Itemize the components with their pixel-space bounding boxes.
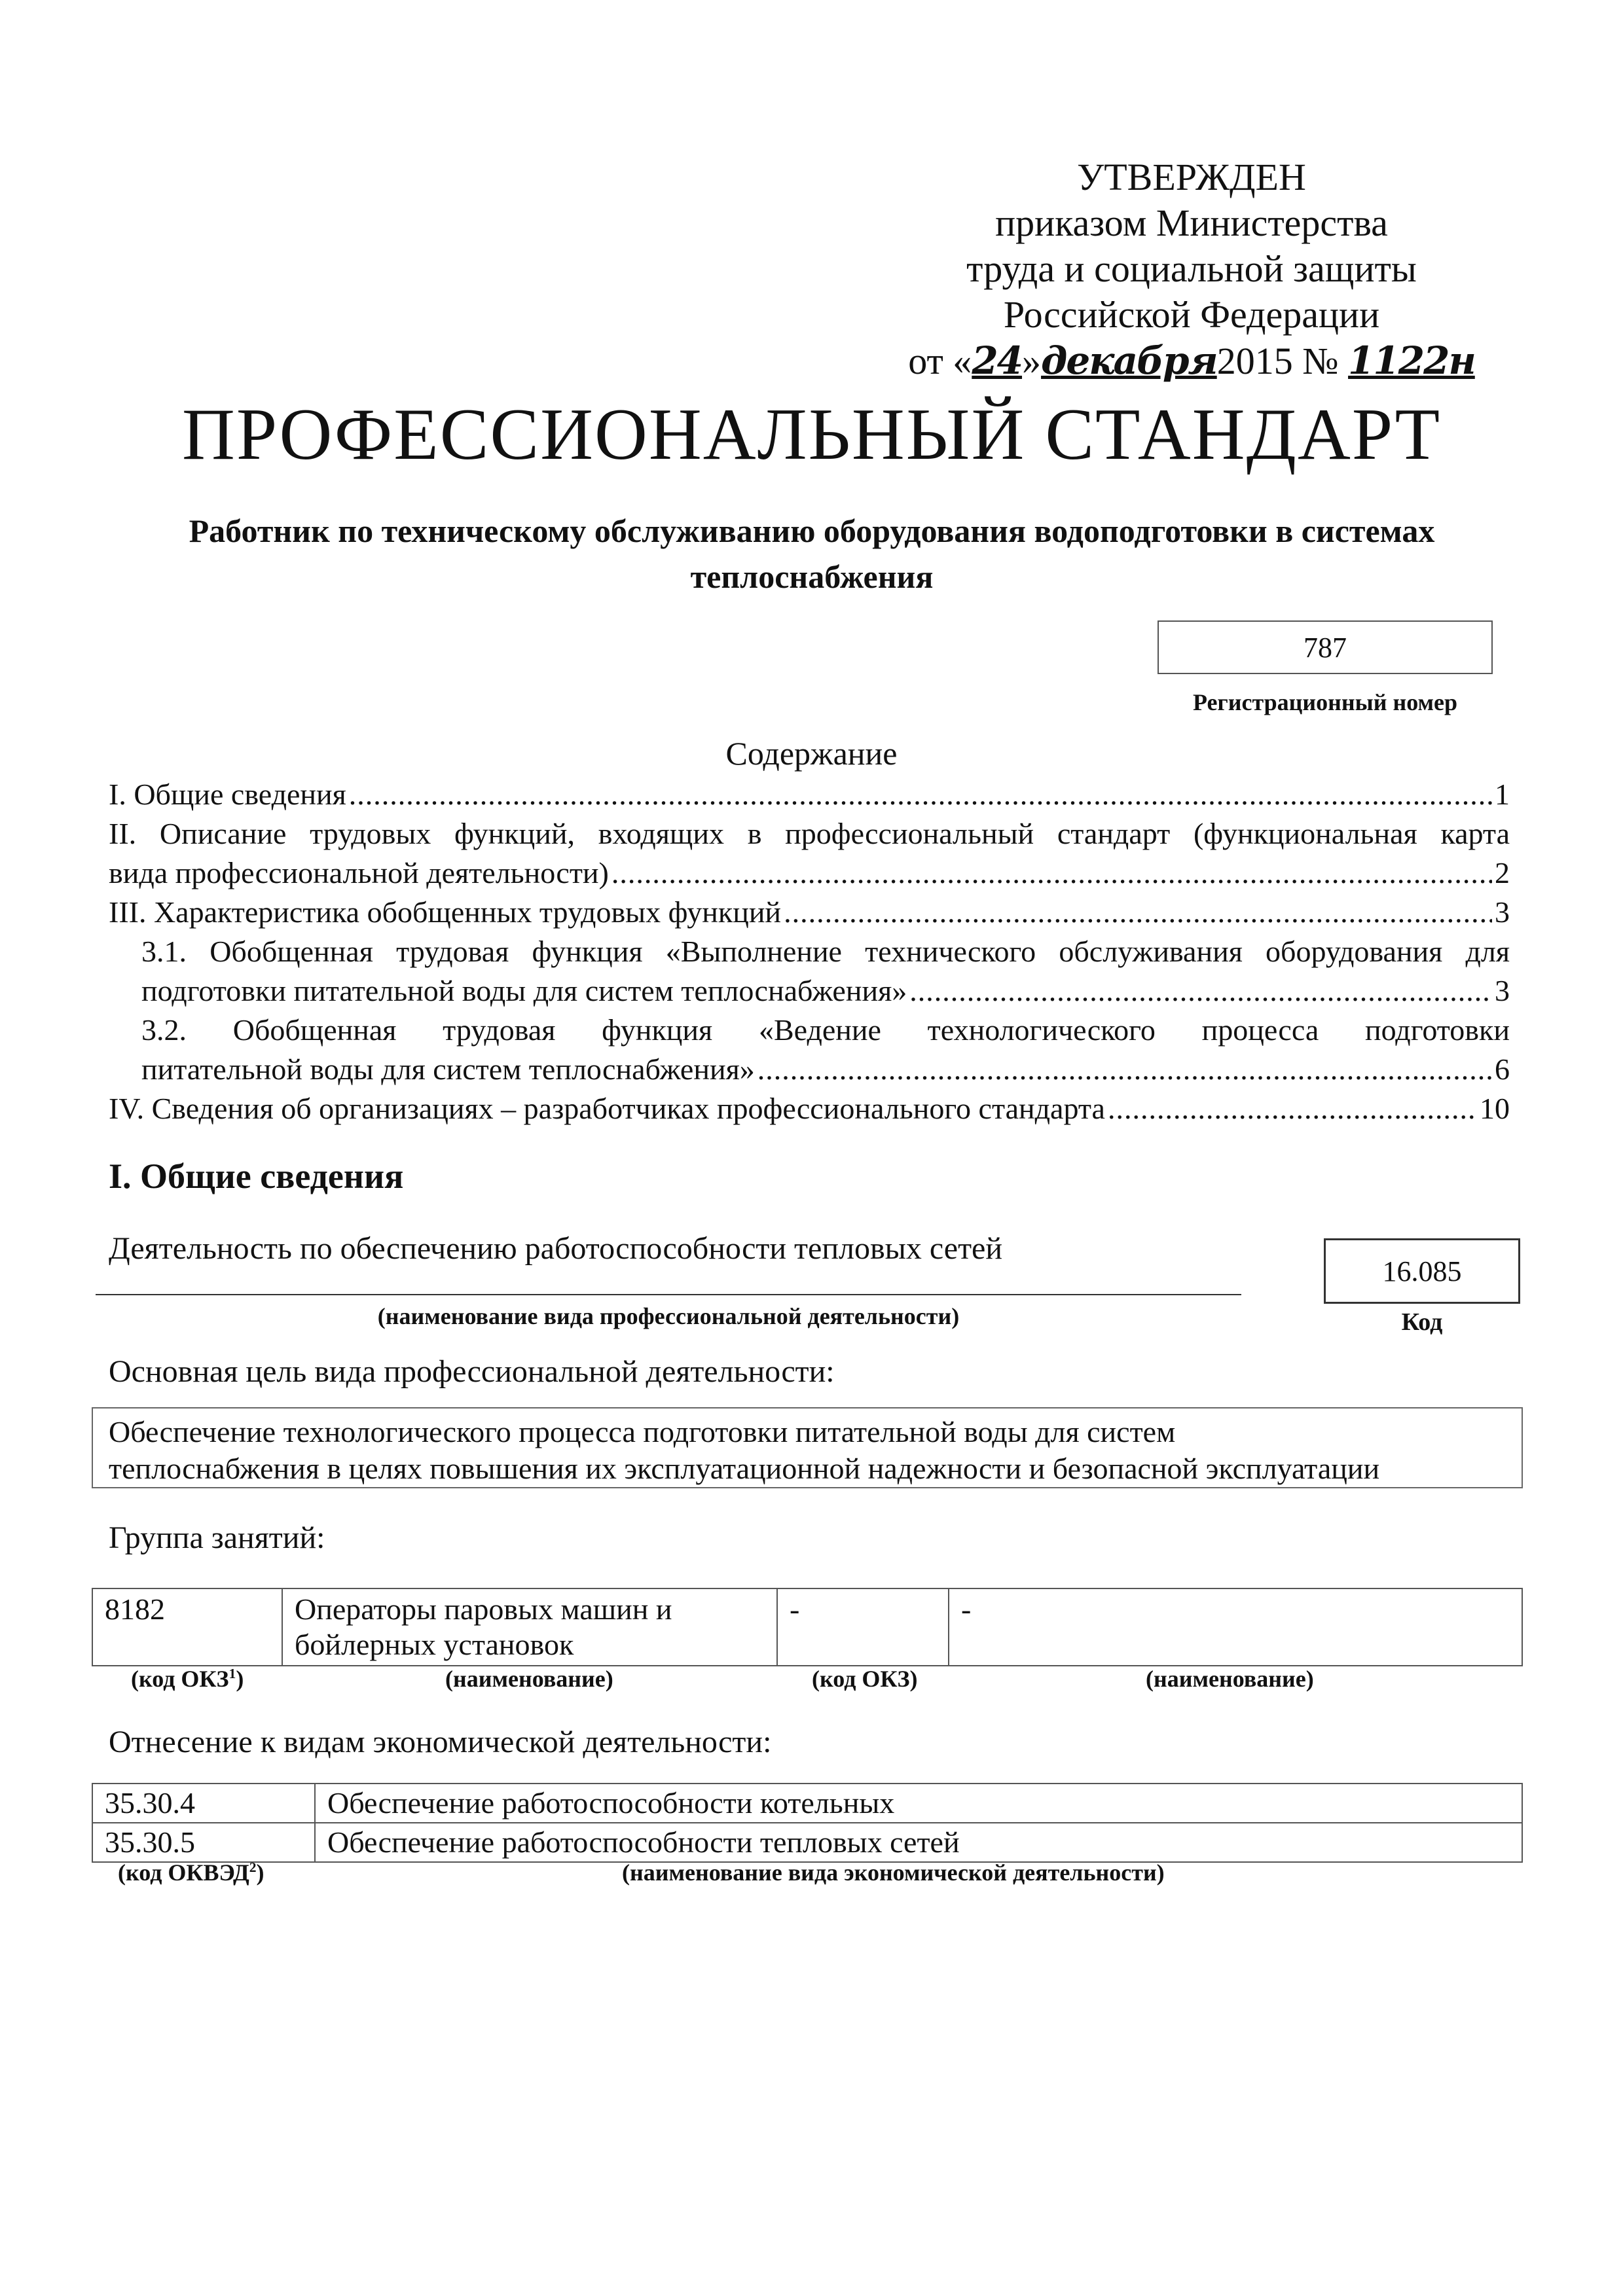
table-row (92, 1823, 1522, 1862)
toc-leader (611, 853, 1492, 893)
order-number: 1122н (1348, 338, 1475, 383)
table-of-contents (109, 775, 1510, 1128)
toc-entry-text: подготовки питательной воды для систем теплоснабжения» (141, 974, 907, 1007)
toc-entry-text: 3.1. Обобщенная трудовая функция «Выполнение технического обслуживания оборудования для (141, 935, 1510, 968)
toc-entry-2[interactable] (109, 814, 1510, 893)
toc-page-number: 10 (1480, 1092, 1510, 1125)
date-mid: » (1022, 340, 1042, 382)
section-heading: I. Общие сведения (109, 1157, 404, 1196)
okz-name-caption: (наименование) (445, 1666, 613, 1692)
toc-page-number: 3 (1495, 895, 1510, 929)
okved-code-cell: 35.30.5 (92, 1823, 315, 1862)
toc-page-number: 1 (1495, 778, 1510, 811)
goal-text-line-1: Обеспечение технологического процесса подготовки питательной воды для систем (109, 1415, 1176, 1448)
toc-entry-text: I. Общие сведения (109, 778, 346, 811)
okz-name-caption-2: (наименование) (1146, 1666, 1314, 1692)
okved-code-cell: 35.30.4 (92, 1784, 315, 1823)
date-month: декабря (1041, 338, 1217, 383)
activity-code-label: Код (1401, 1308, 1443, 1336)
goal-box (92, 1407, 1523, 1488)
approval-line-3: труда и социальной защиты (966, 247, 1417, 290)
toc-page-number: 6 (1495, 1052, 1510, 1086)
occupation-group-label: Группа занятий: (109, 1520, 325, 1555)
okz-code-cell-2: - (777, 1588, 949, 1666)
okz-name-cell-2: - (949, 1588, 1522, 1666)
approval-block (903, 154, 1480, 384)
toc-entry-text: вида профессиональной деятельности) (109, 856, 609, 889)
table-row (92, 1784, 1522, 1823)
date-prefix: от « (908, 340, 972, 382)
okz-code-caption: (код ОКЗ$^1$) (131, 1666, 244, 1692)
toc-leader (1108, 1089, 1477, 1128)
toc-page-number: 3 (1495, 974, 1510, 1007)
toc-entry-3-1[interactable] (109, 932, 1510, 1011)
toc-leader (349, 775, 1492, 814)
activity-code: 16.085 (1382, 1255, 1462, 1287)
toc-entry-3-2[interactable] (109, 1011, 1510, 1089)
toc-title: Содержание (725, 735, 898, 772)
standard-subtitle: Работник по техническому обслуживанию оборудования водоподготовки в системах теплоснабжения (189, 512, 1435, 595)
approval-line-1: УТВЕРЖДЕН (1077, 156, 1306, 198)
okz-code-cell: 8182 (92, 1588, 282, 1666)
okved-name-cell: Обеспечение работоспособности котельных (315, 1784, 1522, 1823)
toc-entry-1[interactable] (109, 775, 1510, 814)
toc-leader (757, 1050, 1492, 1089)
activity-name: Деятельность по обеспечению работоспособности тепловых сетей (109, 1231, 1003, 1266)
approval-date-line (903, 338, 1480, 384)
economic-activity-table (92, 1783, 1523, 1863)
goal-label: Основная цель вида профессиональной деятельности: (109, 1354, 835, 1389)
toc-entry-text: 3.2. Обобщенная трудовая функция «Ведение технологического процесса подготовки (141, 1013, 1510, 1047)
okz-code-caption-2: (код ОКЗ) (812, 1666, 918, 1692)
toc-entry-4[interactable] (109, 1089, 1510, 1128)
activity-caption: (наименование вида профессиональной деятельности) (377, 1303, 960, 1329)
okved-code-caption: (код ОКВЭД$^2$) (118, 1859, 264, 1886)
registration-number-label: Регистрационный номер (1192, 689, 1458, 715)
registration-number: 787 (1304, 631, 1347, 664)
table-row (92, 1588, 1522, 1666)
goal-text-line-2: теплоснабжения в целях повышения их эксплуатационной надежности и безопасной эксплуатации (109, 1452, 1380, 1485)
date-year: 2015 № (1216, 340, 1339, 382)
approval-line-4: Российской Федерации (1003, 293, 1380, 336)
toc-leader (784, 893, 1492, 932)
toc-entry-text: питательной воды для систем теплоснабжения» (141, 1052, 755, 1086)
toc-entry-text: III. Характеристика обобщенных трудовых функций (109, 895, 782, 929)
toc-leader (909, 971, 1492, 1011)
toc-entry-3[interactable] (109, 893, 1510, 932)
page-title: ПРОФЕССИОНАЛЬНЫЙ СТАНДАРТ (182, 394, 1441, 475)
okved-name-cell: Обеспечение работоспособности тепловых сетей (315, 1823, 1522, 1862)
economic-activity-label: Отнесение к видам экономической деятельности: (109, 1725, 772, 1759)
registration-number-box (1158, 620, 1493, 674)
okz-name-cell: Операторы паровых машин и бойлерных установок (282, 1588, 777, 1666)
okved-name-caption: (наименование вида экономической деятельности) (622, 1859, 1165, 1886)
occupation-group-table (92, 1588, 1523, 1666)
date-day: 24 (972, 338, 1023, 383)
toc-page-number: 2 (1495, 856, 1510, 889)
toc-entry-text: IV. Сведения об организациях – разработчиках профессионального стандарта (109, 1092, 1105, 1125)
divider (96, 1294, 1241, 1295)
toc-entry-text: II. Описание трудовых функций, входящих в профессиональный стандарт (функциональная карта (109, 817, 1510, 850)
approval-line-2: приказом Министерства (995, 202, 1388, 244)
activity-code-box (1324, 1238, 1520, 1304)
